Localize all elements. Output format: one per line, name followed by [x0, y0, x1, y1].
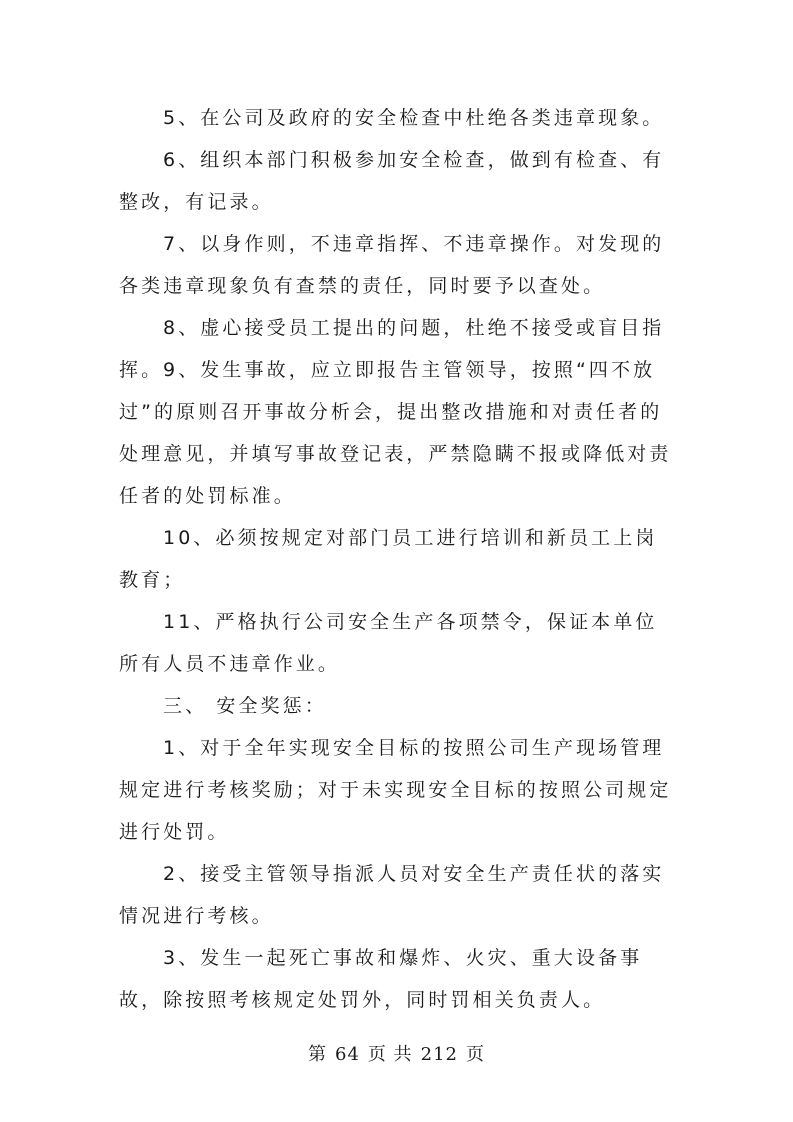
paragraph-item-8: 8、虚心接受员工提出的问题，杜绝不接受或盲目指挥。	[119, 317, 665, 381]
page-footer	[0, 1040, 793, 1066]
paragraph-reward-1: 1、对于全年实现安全目标的按照公司生产现场管理规定进行考核奖励；对于未实现安全目标的按照公司规定进行处罚。	[119, 737, 672, 843]
paragraph-item-11: 11、严格执行公司安全生产各项禁令，保证本单位所有人员不违章作业。	[119, 611, 658, 675]
footer-prefix: 第	[308, 1044, 327, 1065]
paragraph-reward-3: 3、发生一起死亡事故和爆炸、火灾、重大设备事故，除按照考核规定处罚外，同时罚相关负责人。	[119, 947, 643, 1011]
footer-suffix: 页	[466, 1044, 485, 1065]
paragraph-item-6: 6、组织本部门积极参加安全检查，做到有检查、有整改，有记录。	[119, 149, 665, 213]
paragraph-item-9: 9、发生事故，应立即报告主管领导，按照“四不放过”的原则召开事故分析会，提出整改措施和对责任者的处理意见，并填写事故登记表，严禁隐瞒不报或降低对责任者的处罚标准。	[119, 359, 672, 507]
page-total: 212	[420, 1044, 458, 1065]
paragraph-reward-2: 2、接受主管领导指派人员对安全生产责任状的落实情况进行考核。	[119, 863, 665, 927]
paragraph-item-10: 10、必须按规定对部门员工进行培训和新员工上岗教育；	[119, 527, 658, 591]
footer-middle: 页 共	[367, 1044, 413, 1065]
paragraph-item-5: 5、在公司及政府的安全检查中杜绝各类违章现象。	[163, 107, 665, 129]
paragraph-item-7: 7、以身作则，不违章指挥、不违章操作。对发现的各类违章现象负有查禁的责任，同时要予以查处。	[119, 233, 665, 297]
page-number: 64	[335, 1044, 360, 1065]
section-heading-rewards-penalties: 三、 安全奖惩：	[163, 695, 327, 717]
